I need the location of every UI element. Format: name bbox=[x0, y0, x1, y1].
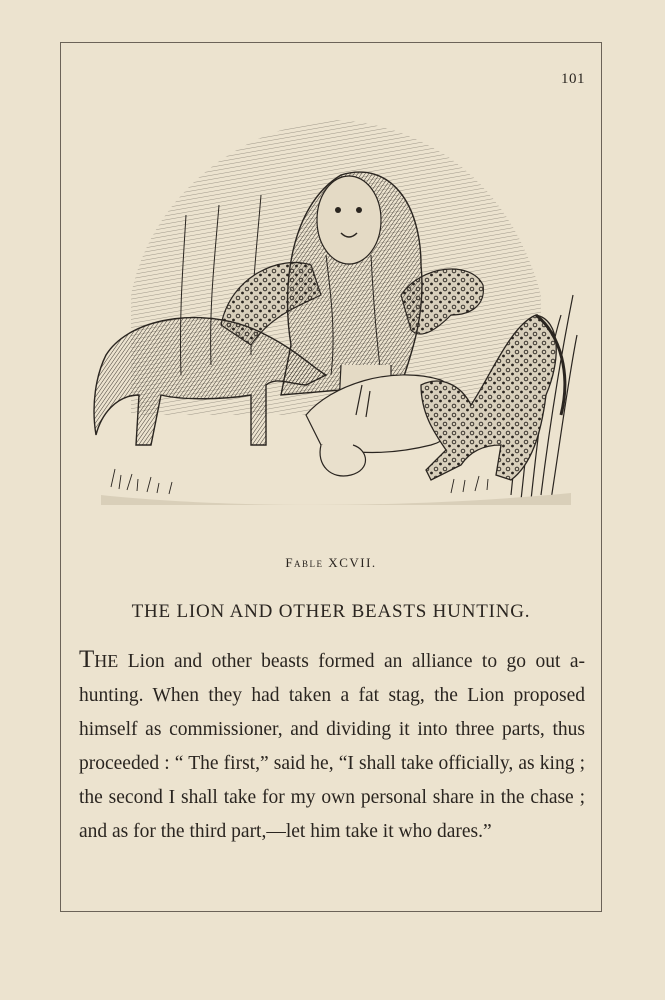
first-word-rest: he bbox=[94, 646, 119, 673]
page-frame bbox=[60, 42, 602, 912]
fable-first-word bbox=[79, 646, 118, 673]
page-number: 101 bbox=[561, 71, 585, 87]
fable-body-text: Lion and other beasts formed an alliance to go out a-hunting. When they had taken a fat stag, the Lion proposed himself as commissioner, and dividing it into three parts, thus proceeded : “ The first,” said he, “I shall take officially, as king ; the second I shall take for my own personal share in the chase ; and as for the third part,—let him take it who dares.” bbox=[79, 651, 586, 842]
fable-illustration bbox=[91, 115, 581, 505]
fable-title: THE LION AND OTHER BEASTS HUNTING. bbox=[131, 601, 531, 622]
ground bbox=[101, 493, 571, 505]
drop-cap-initial: T bbox=[79, 646, 95, 673]
fable-body bbox=[79, 643, 585, 849]
fable-number: Fable XCVII. bbox=[285, 555, 377, 570]
